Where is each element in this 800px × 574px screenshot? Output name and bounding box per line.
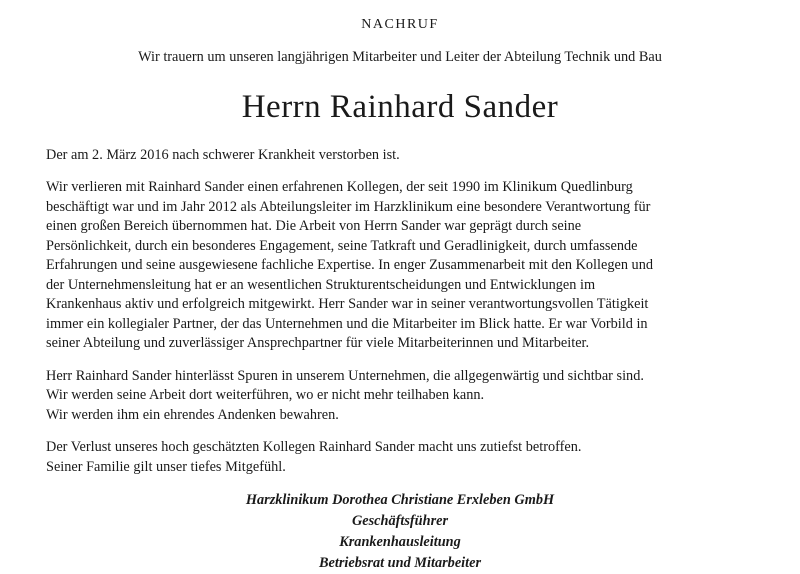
signature-line: Betriebsrat und Mitarbeiter — [318, 555, 482, 571]
signature-block — [46, 490, 754, 574]
signature-line: Geschäftsführer — [351, 513, 449, 529]
deceased-name: Herrn Rainhard Sander — [241, 89, 559, 125]
tribute-paragraph — [46, 178, 754, 354]
signature-line: Krankenhausleitung — [339, 534, 461, 550]
death-date-text: Der am 2. März 2016 nach schwerer Krankheit verstorben ist. — [46, 147, 400, 163]
condolence-paragraph — [46, 438, 754, 477]
notice-heading: NACHRUF — [361, 17, 439, 32]
text-line: einen großen Bereich übernommen hat. Die Arbeit von Herrn Sander war geprägt durch seine — [46, 218, 582, 234]
text-line: Der Verlust unseres hoch geschätzten Kollegen Rainhard Sander macht uns zutiefst betroffen. — [46, 439, 582, 455]
text-line: Wir verlieren mit Rainhard Sander einen erfahrenen Kollegen, der seit 1990 im Klinikum Quedlinburg — [46, 179, 633, 195]
text-line: Herr Rainhard Sander hinterlässt Spuren in unserem Unternehmen, die allgegenwärtig und sichtbar sind. — [46, 367, 644, 384]
text-line: Persönlichkeit, durch ein besonderes Engagement, seine Tatkraft und Geradlinigkeit, durch umfassende — [46, 237, 638, 254]
text-line: Wir werden ihm ein ehrendes Andenken bewahren. — [46, 406, 339, 423]
text-line: immer ein kollegialer Partner, der das Unternehmen und die Mitarbeiter im Blick hatte. Er war Vorbild in — [46, 315, 648, 332]
text-line: Erfahrungen und seine ausgewiesene fachliche Expertise. In enger Zusammenarbeit mit den Kollegen und — [46, 257, 653, 273]
signature-organization: Harzklinikum Dorothea Christiane Erxleben GmbH — [245, 492, 555, 508]
text-line: seiner Abteilung und zuverlässiger Ansprechpartner für viele Mitarbeiterinnen und Mitarbeiter. — [46, 335, 590, 351]
text-line: beschäftigt war und im Jahr 2012 als Abteilungsleiter im Harzklinikum eine besondere Verantwortung für — [46, 198, 651, 215]
text-line: Krankenhaus aktiv und erfolgreich mitgewirkt. Herr Sander war in seiner verantwortungsvollen Tätigkeit — [46, 296, 649, 312]
intro-text: Wir trauern um unseren langjährigen Mitarbeiter und Leiter der Abteilung Technik und Bau — [138, 49, 662, 65]
text-line: der Unternehmensleitung hat er an wesentlichen Strukturentscheidungen und Entwicklungen im — [46, 276, 596, 293]
text-line: Wir werden seine Arbeit dort weiterführen, wo er nicht mehr teilhaben kann. — [46, 387, 485, 403]
legacy-paragraph — [46, 367, 754, 426]
text-line: Seiner Familie gilt unser tiefes Mitgefühl. — [46, 458, 286, 475]
